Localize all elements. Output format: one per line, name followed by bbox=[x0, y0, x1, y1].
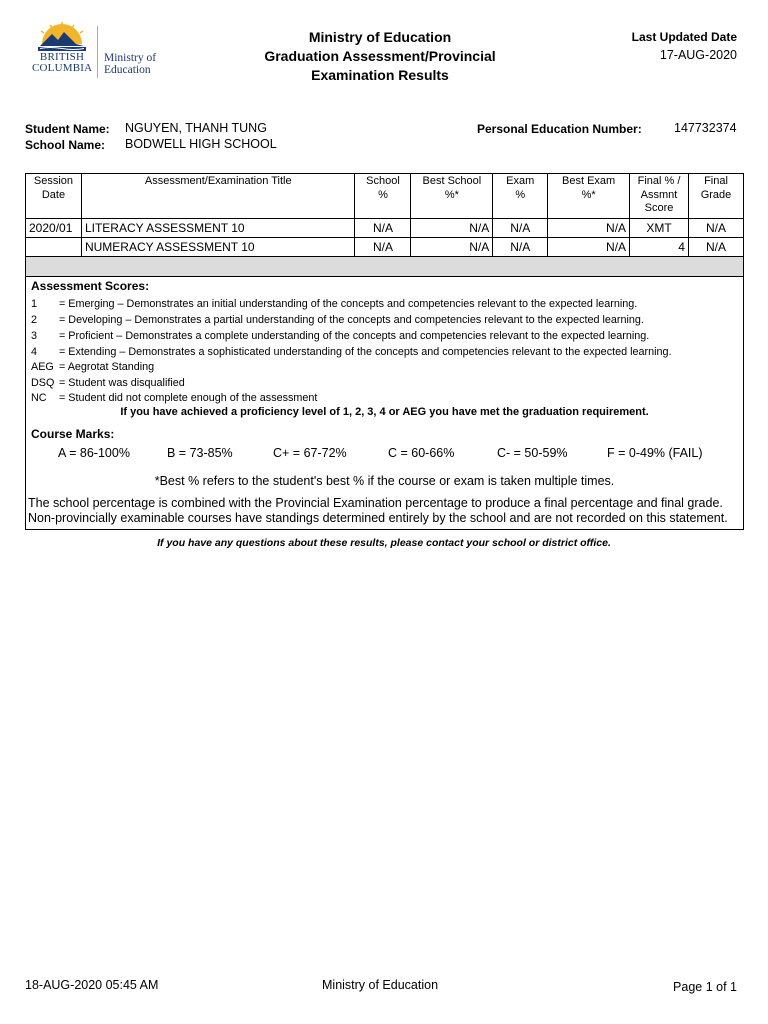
footer-ministry: Ministry of Education bbox=[322, 978, 439, 992]
footer-timestamp: 18-AUG-2020 05:45 AM bbox=[25, 978, 159, 992]
col-title: Assessment/Examination Title bbox=[81, 174, 355, 219]
combined-note-line2: Non-provincially examinable courses have standings determined entirely by the school and are not recorded on this statement. bbox=[28, 511, 728, 525]
logo-ministry bbox=[104, 52, 156, 76]
logo-ministry-line2: Education bbox=[104, 64, 151, 76]
assessment-scores-heading: Assessment Scores: bbox=[31, 279, 150, 293]
cell-final: XMT bbox=[630, 219, 689, 238]
student-name-value: NGUYEN, THANH TUNG bbox=[125, 121, 267, 135]
cell-grade: N/A bbox=[688, 238, 743, 257]
cell-exam-pct: N/A bbox=[493, 238, 548, 257]
cell-school-pct: N/A bbox=[355, 238, 411, 257]
last-updated-label: Last Updated Date bbox=[631, 30, 737, 44]
mark-a: A = 86-100% bbox=[58, 446, 130, 460]
results-table bbox=[25, 173, 744, 277]
mark-c-plus: C+ = 67-72% bbox=[273, 446, 347, 460]
bc-sun-mountains-icon bbox=[30, 22, 94, 52]
col-exam-pct: Exam % bbox=[493, 174, 548, 219]
questions-note: If you have any questions about these results, please contact your school or district office. bbox=[157, 537, 611, 549]
logo-divider bbox=[97, 26, 98, 78]
last-updated-value: 17-AUG-2020 bbox=[659, 48, 737, 62]
cell-best-school-pct: N/A bbox=[411, 238, 493, 257]
mark-c-minus: C- = 50-59% bbox=[497, 446, 568, 460]
col-best-school-pct: Best School %* bbox=[411, 174, 493, 219]
cell-school-pct: N/A bbox=[355, 219, 411, 238]
table-spacer-row bbox=[26, 257, 744, 277]
col-school-pct: School % bbox=[355, 174, 411, 219]
col-final-grade: Final Grade bbox=[688, 174, 743, 219]
school-name-label: School Name: bbox=[25, 138, 106, 152]
mark-f: F = 0-49% (FAIL) bbox=[607, 446, 703, 460]
score-row-aeg: AEG = Aegrotat Standing bbox=[31, 361, 155, 373]
legend-box bbox=[25, 276, 744, 530]
cell-title: LITERACY ASSESSMENT 10 bbox=[81, 219, 355, 238]
cell-best-school-pct: N/A bbox=[411, 219, 493, 238]
footer-page-number: Page 1 of 1 bbox=[673, 980, 737, 994]
title-line2: Graduation Assessment/Provincial bbox=[264, 48, 496, 64]
pen-value: 147732374 bbox=[674, 121, 737, 135]
col-best-exam-pct: Best Exam %* bbox=[548, 174, 630, 219]
score-row-2: 2 = Developing – Demonstrates a partial understanding of the concepts and competencies relevant to the expected learning. bbox=[31, 314, 644, 326]
combined-note-line1: The school percentage is combined with the Provincial Examination percentage to produce a final percentage and final grade. bbox=[28, 496, 723, 510]
school-name-value: BODWELL HIGH SCHOOL bbox=[125, 137, 277, 151]
table-row bbox=[26, 219, 744, 238]
title-line3: Examination Results bbox=[311, 67, 449, 83]
combined-note bbox=[28, 496, 728, 526]
logo-ministry-line1: Ministry of bbox=[104, 52, 157, 64]
col-final-score: Final % / Assmnt Score bbox=[630, 174, 689, 219]
cell-session: 2020/01 bbox=[26, 219, 82, 238]
title-line1: Ministry of Education bbox=[308, 29, 452, 45]
score-row-1: 1 = Emerging – Demonstrates an initial understanding of the concepts and competencies relevant to the expected learning. bbox=[31, 298, 638, 310]
cell-best-exam-pct: N/A bbox=[548, 238, 630, 257]
cell-final: 4 bbox=[630, 238, 689, 257]
col-session-date: Session Date bbox=[26, 174, 82, 219]
cell-session bbox=[26, 238, 82, 257]
bc-logo bbox=[30, 22, 170, 82]
score-row-4: 4 = Extending – Demonstrates a sophisticated understanding of the concepts and competencies relevant to the expected learning. bbox=[31, 346, 672, 358]
logo-british-columbia bbox=[32, 52, 92, 74]
mark-b: B = 73-85% bbox=[167, 446, 233, 460]
table-row bbox=[26, 238, 744, 257]
table-header-row bbox=[26, 174, 744, 219]
course-marks-heading: Course Marks: bbox=[31, 427, 115, 441]
proficiency-note: If you have achieved a proficiency level of 1, 2, 3, 4 or AEG you have met the graduation requirement. bbox=[120, 406, 649, 418]
score-row-nc: NC = Student did not complete enough of the assessment bbox=[31, 392, 318, 404]
mark-c: C = 60-66% bbox=[388, 446, 455, 460]
cell-best-exam-pct: N/A bbox=[548, 219, 630, 238]
score-row-dsq: DSQ = Student was disqualified bbox=[31, 377, 185, 389]
cell-exam-pct: N/A bbox=[493, 219, 548, 238]
logo-line2: COLUMBIA bbox=[32, 62, 93, 74]
cell-grade: N/A bbox=[688, 219, 743, 238]
student-name-label: Student Name: bbox=[25, 122, 110, 136]
best-percent-note: *Best % refers to the student's best % if the course or exam is taken multiple times. bbox=[154, 474, 615, 488]
cell-title: NUMERACY ASSESSMENT 10 bbox=[81, 238, 355, 257]
score-row-3: 3 = Proficient – Demonstrates a complete understanding of the concepts and competencies relevant to the expected learning. bbox=[31, 330, 650, 342]
page-title bbox=[230, 28, 530, 85]
logo-line1: BRITISH bbox=[39, 51, 85, 63]
pen-label: Personal Education Number: bbox=[477, 122, 642, 136]
